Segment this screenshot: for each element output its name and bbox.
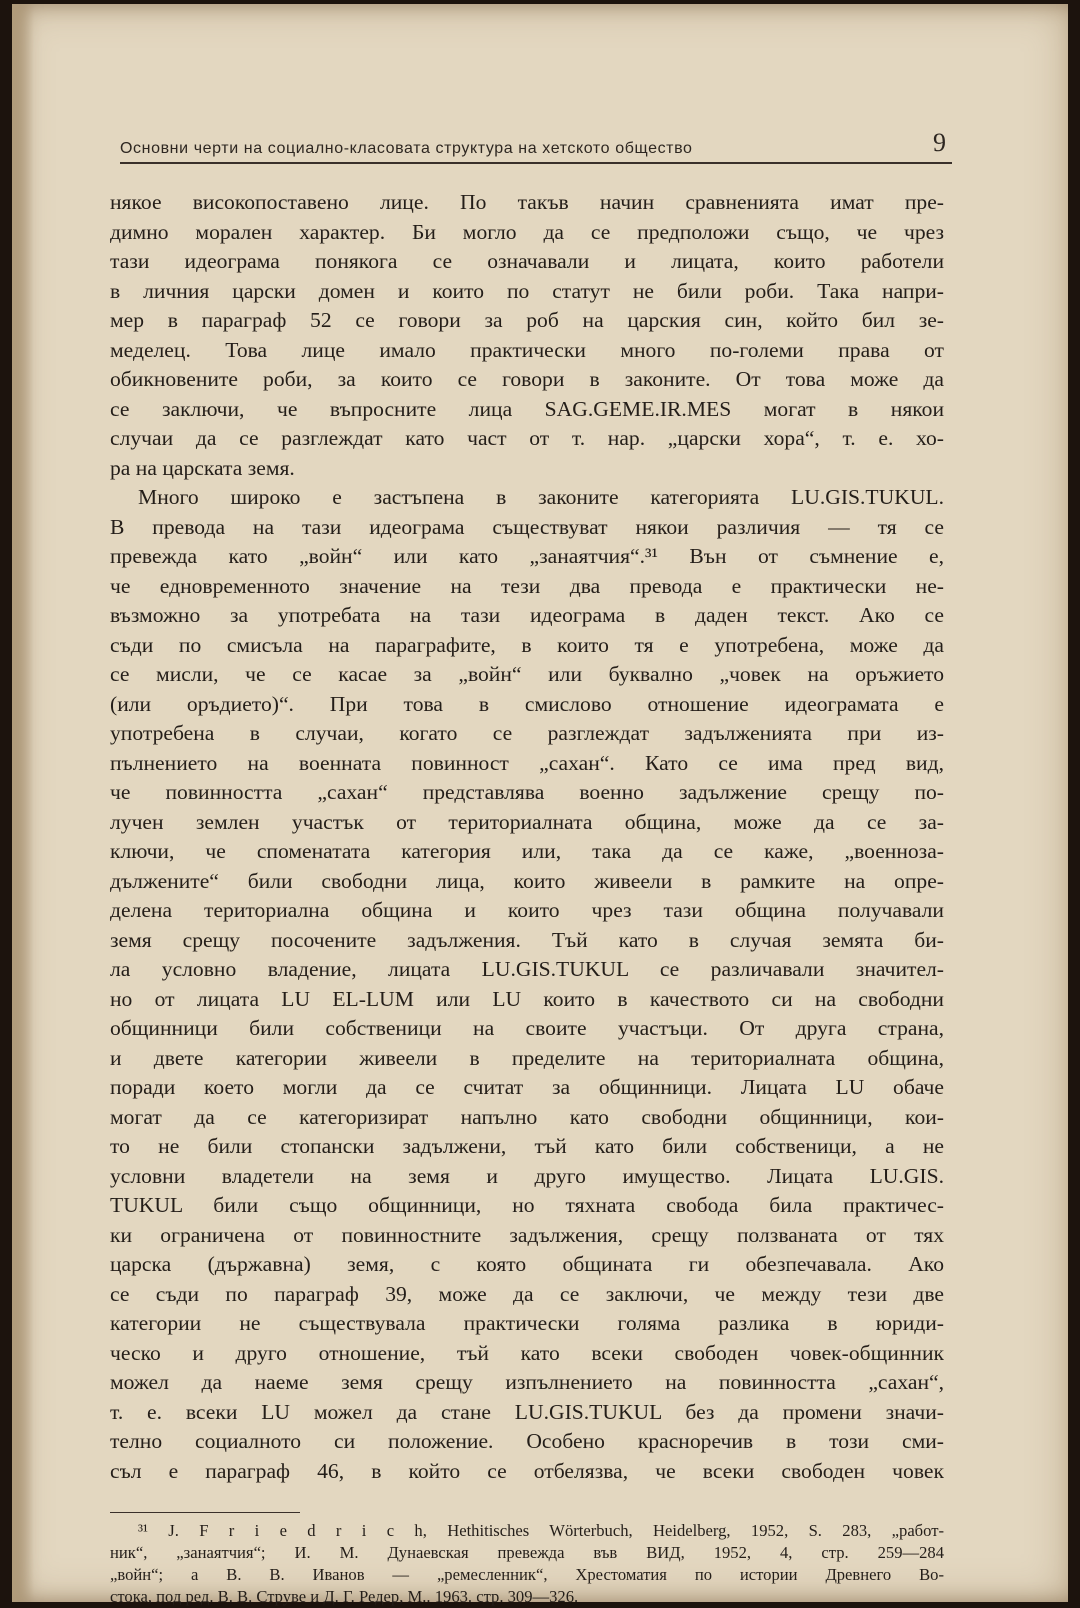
- text-line: и двете категории живеели в пределите на териториалната община,: [110, 1045, 944, 1070]
- text-line: някое високопоставено лице. По такъв начин сравненията имат пре-: [110, 190, 944, 214]
- text-line: ключи, че споменатата категория или, така да се каже, „военноза-: [110, 839, 944, 863]
- text-line: пълнението на военната повинност „сахан“. Като се има пред вид,: [110, 750, 944, 775]
- text-line: се съди по параграф 39, може да се заключи, че между тези две: [110, 1281, 944, 1306]
- text-line: мер в параграф 52 се говори за роб на царския син, който бил зе-: [110, 308, 944, 332]
- text-line: ра на царската земя.: [110, 455, 295, 480]
- text-line: но от лицата LU EL-LUM или LU които в качеството си на свободни: [110, 986, 944, 1011]
- main-text: [110, 188, 944, 1486]
- running-header: [120, 124, 952, 164]
- text-line: употребена в случаи, когато се разглеждат задълженията при из-: [110, 721, 944, 745]
- text-line: димно морален характер. Би могло да се предположи също, че чрез: [110, 219, 944, 244]
- text-line: случаи да се разглеждат като част от т. нар. „царски хора“, т. е. хо-: [110, 426, 944, 450]
- text-line: се заключи, че въпросните лица SAG.GEME.IR.MES могат в някои: [110, 396, 944, 421]
- text-line: превежда като „войн“ или като „занаятчия“.³¹ Вън от съмнение е,: [110, 544, 944, 568]
- running-header-title: Основни черти на социално-класовата структура на хетското общество: [120, 140, 693, 157]
- text-line: се мисли, че се касае за „войн“ или буквално „човек на оръжието: [110, 662, 944, 686]
- text-line: тази идеограма понякога се означавали и лицата, които работели: [110, 249, 944, 273]
- text-line: меделец. Това лице имало практически много по-големи права от: [110, 337, 944, 362]
- text-line: телно социалното си положение. Особено красноречив в този сми-: [110, 1429, 944, 1453]
- text-line: че повинността „сахан“ представлява военно задължение срещу по-: [110, 780, 944, 804]
- text-line: в личния царски домен и които по статут не били роби. Така напри-: [110, 278, 944, 303]
- text-line: че едновременното значение на тези два превода е практически не-: [110, 573, 944, 598]
- text-line: земя срещу посочените задължения. Тъй като в случая земята би-: [110, 927, 944, 952]
- footnote-line: ник“, „занаятчия“; И. М. Дунаевская превежда във ВИД, 1952, 4, стр. 259—284: [110, 1543, 944, 1562]
- text-line: възможно за употребата на тази идеограма в даден текст. Ако се: [110, 603, 944, 627]
- footnotes: [110, 1520, 944, 1608]
- text-line: условни владетели на земя и друго имущество. Лицата LU.GIS.: [110, 1163, 944, 1188]
- text-line: Много широко е застъпена в законите категорията LU.GIS.TUKUL.: [138, 485, 944, 509]
- text-line: В превода на тази идеограма съществуват някои различия — тя се: [110, 514, 944, 539]
- text-line: ки ограничена от повинностните задължения, срещу ползваната от тях: [110, 1222, 944, 1247]
- text-line: ла условно владение, лицата LU.GIS.TUKUL се различавали значител-: [110, 957, 944, 981]
- text-line: (или оръдието)“. При това в смислово отношение идеограмата е: [110, 691, 944, 716]
- footnote-line: „войн“; а В. В. Иванов — „ремесленник“, Хрестоматия по истории Древнего Во-: [110, 1565, 944, 1584]
- text-line: дължените“ били свободни лица, които живеели в рамките на опре-: [110, 868, 944, 893]
- footnote-line: стока, под ред. В. В. Струве и Д. Г. Редер, М.. 1963. стр. 309—326.: [110, 1587, 579, 1606]
- text-line: лучен землен участък от териториалната община, може да се за-: [110, 809, 944, 834]
- text-line: могат да се категоризират напълно като свободни общинници, кои-: [110, 1104, 944, 1129]
- text-line: TUKUL били също общинници, но тяхната свобода била практичес-: [110, 1193, 944, 1217]
- page-number: 9: [933, 128, 946, 157]
- text-line: общинници били собственици на своите участъци. От друга страна,: [110, 1016, 944, 1040]
- footnote-line: ³¹ J. F r i e d r i c h, Hethitisches Wörterbuch, Heidelberg, 1952, S. 283, „работ-: [138, 1521, 944, 1540]
- text-line: можел да наеме земя срещу изпълнението на повинността „сахан“,: [110, 1370, 944, 1394]
- text-line: съл е параграф 46, в който се отбелязва, че всеки свободен човек: [110, 1458, 944, 1483]
- text-line: делена териториална община и които чрез тази община получавали: [110, 898, 944, 922]
- text-line: поради което могли да се считат за общинници. Лицата LU обаче: [110, 1075, 944, 1099]
- text-line: царска (държавна) земя, с която общината ги обезпечавала. Ако: [110, 1252, 944, 1276]
- text-line: то не били стопански задължени, тъй като били собственици, а не: [110, 1134, 944, 1158]
- text-line: категории не съществувала практически голяма разлика в юриди-: [110, 1311, 944, 1335]
- text-line: обикновените роби, за които се говори в законите. От това може да: [110, 367, 944, 391]
- text-line: т. е. всеки LU можел да стане LU.GIS.TUKUL без да промени значи-: [110, 1399, 944, 1424]
- footnote-divider: [110, 1512, 300, 1513]
- text-line: ческо и друго отношение, тъй като всеки свободен човек-общинник: [110, 1340, 944, 1365]
- text-line: съди по смисъла на параграфите, в които тя е употребена, може да: [110, 632, 944, 657]
